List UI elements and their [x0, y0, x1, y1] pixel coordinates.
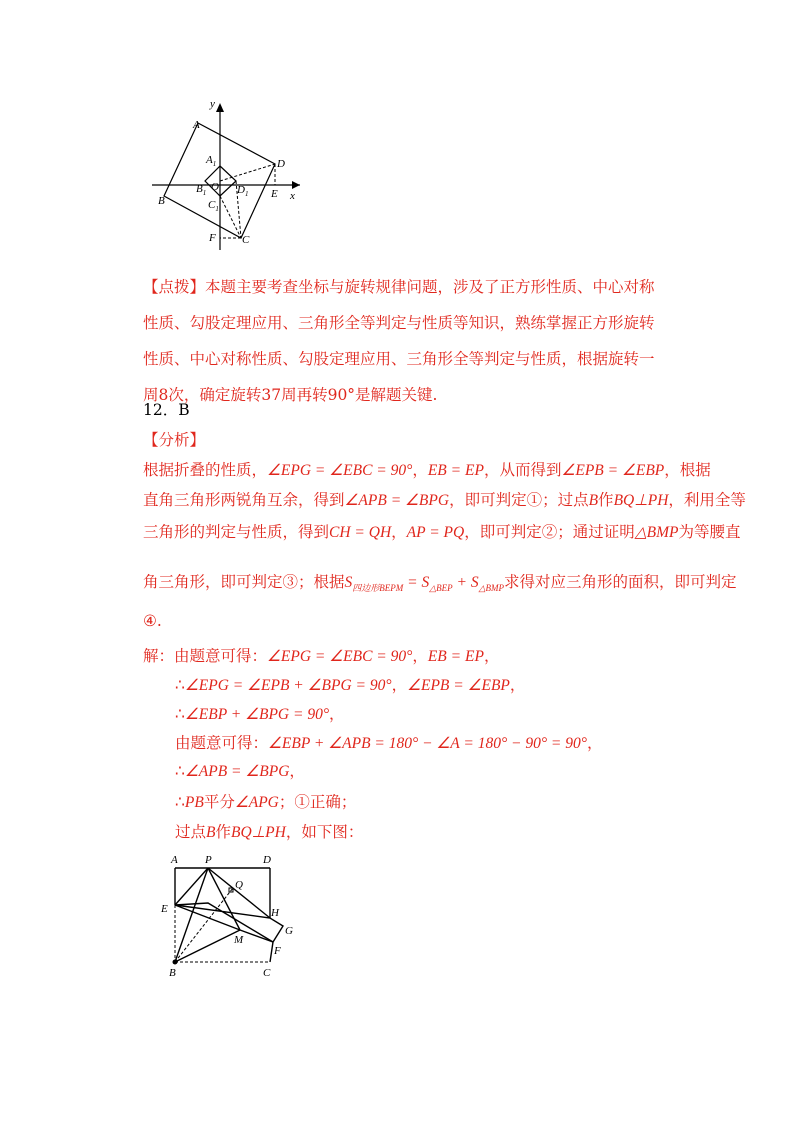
fenxi-line-3: 三角形的判定与性质，得到CH = QH，AP = PQ，即可判定②；通过证明△BMP为等腰直	[143, 523, 741, 541]
label-E: E	[271, 188, 278, 200]
label-D: D	[263, 854, 271, 866]
label-A: A	[171, 854, 178, 866]
label-A1: $A_1$	[206, 154, 217, 168]
fenxi-line-2: 直角三角形两锐角互余，得到∠APB = ∠BPG，即可判定①；过点B作BQ⊥PH，利用全等	[143, 491, 746, 509]
label-H: H	[271, 907, 279, 919]
label-E: E	[161, 903, 168, 915]
fenxi-line-5: ④.	[143, 612, 162, 630]
label-B1: $B_1$	[196, 183, 207, 197]
solution-line-3: ∴∠EBP + ∠BPG = 90°，	[175, 705, 345, 723]
fenxi-tag: 【分析】	[143, 431, 206, 449]
label-y: y	[210, 98, 215, 110]
fenxi-line-4: 角三角形，即可判定③；根据$S_{四边形BEPM} = S_{\triangle BEP} + S_{\triangle BMP}$求得对应三角形的面积，即可判定	[143, 573, 737, 594]
label-Q: Q	[235, 879, 243, 891]
label-M: M	[234, 934, 244, 946]
figure-1-rotation-diagram	[140, 95, 310, 255]
label-F: F	[209, 232, 216, 244]
label-F: F	[274, 945, 281, 957]
label-C: C	[263, 967, 271, 979]
figure-2-folding-diagram	[155, 850, 305, 985]
fenxi-line-1: 根据折叠的性质，∠EPG = ∠EBC = 90°，EB = EP，从而得到∠EPB = ∠EBP，根据	[143, 461, 711, 479]
label-B: B	[169, 967, 176, 979]
label-C1: $C_1$	[208, 199, 219, 213]
solution-line-6: ∴PB平分∠APG；①正确；	[175, 793, 357, 811]
label-x: x	[290, 190, 295, 202]
solution-line-5: ∴∠APB = ∠BPG，	[175, 762, 305, 780]
label-P: P	[205, 854, 212, 866]
label-D: D	[277, 158, 285, 170]
label-D1: $D_1$	[237, 184, 249, 198]
question-12-answer: 12．B	[143, 401, 190, 419]
solution-line-4: 由题意可得：∠EBP + ∠APB = 180° − ∠A = 180° − 90° = 90°，	[175, 734, 603, 752]
dianbo-paragraph: 【点拨】本题主要考查坐标与旋转规律问题，涉及了正方形性质、中心对称性质、勾股定理应用、三角形全等判定与性质等知识，熟练掌握正方形旋转性质、中心对称性质、勾股定理应用、三角形全等判定与性质，根据旋转一周8次，确定旋转37周再转90°是解题关键.	[143, 278, 655, 404]
label-C: C	[242, 234, 250, 246]
label-O: O	[211, 181, 219, 193]
label-A: A	[193, 119, 200, 131]
solution-line-7: 过点B作BQ⊥PH，如下图：	[175, 823, 364, 841]
label-G: G	[285, 925, 293, 937]
solution-line-1: 解：由题意可得：∠EPG = ∠EBC = 90°，EB = EP，	[143, 647, 500, 665]
solution-line-2: ∴∠EPG = ∠EPB + ∠BPG = 90°，∠EPB = ∠EBP，	[175, 676, 526, 694]
label-B: B	[158, 195, 165, 207]
